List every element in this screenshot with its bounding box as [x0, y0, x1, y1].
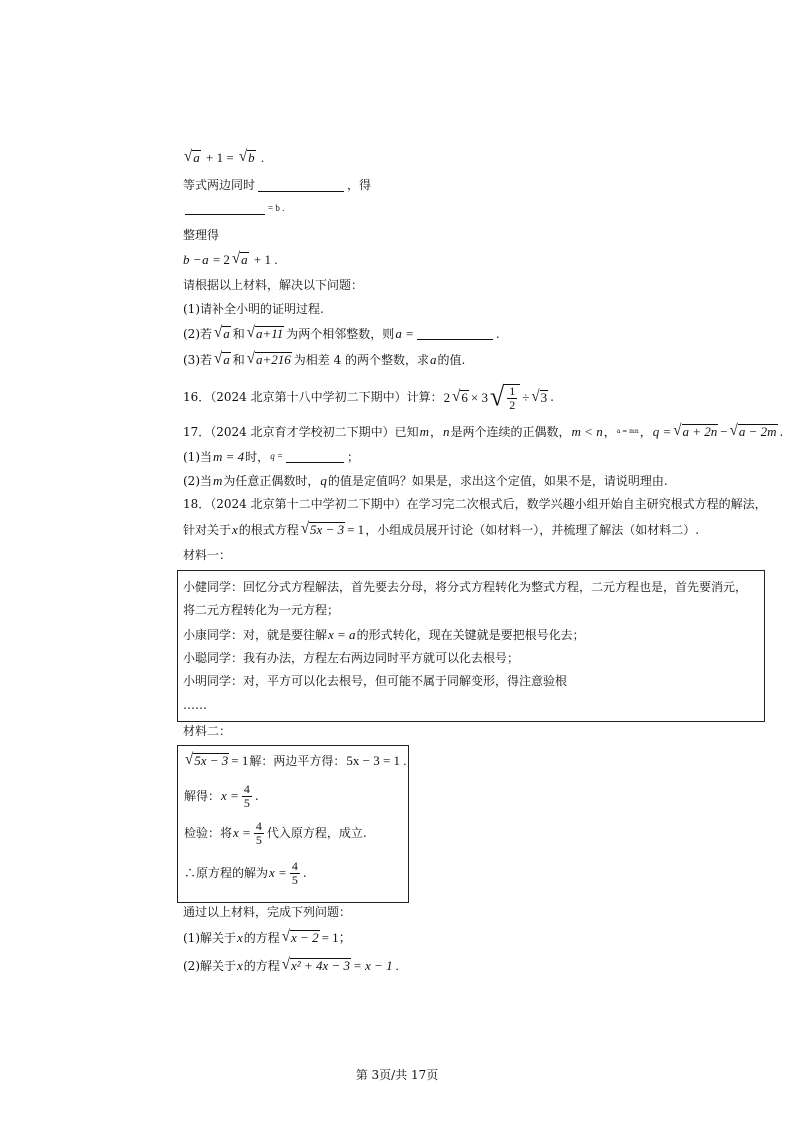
answer-blank: [417, 327, 493, 340]
material-1-line-4: 小聪同学：我有办法，方程左右两边同时平方就可以化去根号；: [183, 651, 520, 665]
question-1: (1)请补全小明的证明过程.: [183, 302, 324, 316]
problem-18-line-2: 针对关于 x 的根式方程 √ 5x − 3 = 1 ，小组成员展开讨论（如材料一），并梳理了解法（如材料二）.: [183, 520, 700, 538]
page-footer: 第 3页/共 17页: [355, 1068, 439, 1082]
text-line-2: 等式两边同时 ，得: [183, 178, 372, 192]
sub-question-1: (1)解关于 x 的方程 √ x − 2 = 1；: [183, 928, 352, 946]
answer-blank: [258, 179, 344, 192]
sqrt-a: √ a: [231, 250, 248, 268]
problem-17-part-2: (2)当 m 为任意正偶数时， q 的值是定值吗？如果是，求出这个定值，如果不是，请说明理由.: [183, 473, 668, 488]
sub-question-2: (2)解关于 x 的方程 √ x² + 4x − 3 = x − 1 .: [183, 956, 400, 974]
answer-blank: [286, 450, 344, 463]
problem-17: 17．（2024 北京育才学校初二下期中）已知 m ， n 是两个连续的正偶数， m < n ， a = mn ， q = √ a + 2n − √ a − 2m .: [183, 422, 784, 440]
material-1-label: 材料一：: [183, 548, 232, 562]
material-1-line-6: ……: [183, 698, 207, 712]
material-2-line-4: ∴原方程的解为 x = $\frac{4}{5}$ .: [184, 859, 307, 887]
equation-line-1: √ a + 1 = √ b .: [184, 148, 265, 166]
problem-17-part-1: (1)当 m = 4 时， q = ；: [183, 449, 360, 464]
material-1-line-5: 小明同学：对，平方可以化去根号，但可能不属于同解变形，得注意验根: [183, 674, 568, 688]
equation-line-5: b − a = 2 √ a + 1 .: [183, 250, 278, 268]
material-1-line-1: 小健同学：回忆分式方程解法，首先要去分母，将分式方程转化为整式方程，二元方程也是，首先要消元，: [183, 580, 748, 594]
material-1-line-3: 小康同学：对，就是要往解 x = a 的形式转化，现在关键就是要把根号化去；: [183, 627, 585, 642]
problem-18-line-1: 18．（2024 北京第十二中学初二下期中）在学习完二次根式后，数学兴趣小组开始自主研究根式方程的解法，: [183, 497, 767, 511]
material-2-line-1: √ 5x − 3 = 1 解：两边平方得： 5x − 3 = 1 .: [185, 751, 407, 769]
sqrt-a: √ a: [184, 148, 200, 166]
material-2-label: 材料二：: [183, 724, 232, 738]
question-3: (3)若 √ a 和 √ a+216 为相差 4 的两个整数，求 a 的值.: [183, 350, 466, 368]
text-line-6: 请根据以上材料，解决以下问题：: [183, 278, 364, 292]
answer-blank: [185, 202, 265, 215]
material-2-line-3: 检验：将 x = $\frac{4}{5}$ 代入原方程，成立.: [184, 819, 367, 847]
text-line-3: = b .: [183, 202, 764, 215]
material-2-line-2: 解得： x = $\frac{4}{5}$ .: [184, 782, 259, 810]
material-1-line-2: 将二元方程转化为一元方程；: [183, 603, 340, 617]
problem-16: 16．（2024 北京第十八中学初二下期中）计算： 2 √ 6 × 3 √ $\frac{1}{2}$ ÷ √ 3 .: [183, 381, 554, 412]
question-2: (2)若 √ a 和 √ a+11 为两个相邻整数，则 a = .: [183, 324, 500, 342]
text-line-4: 整理得: [183, 228, 220, 242]
sqrt-b: √ b: [238, 148, 255, 166]
after-text: 通过以上材料，完成下列问题：: [183, 905, 352, 919]
